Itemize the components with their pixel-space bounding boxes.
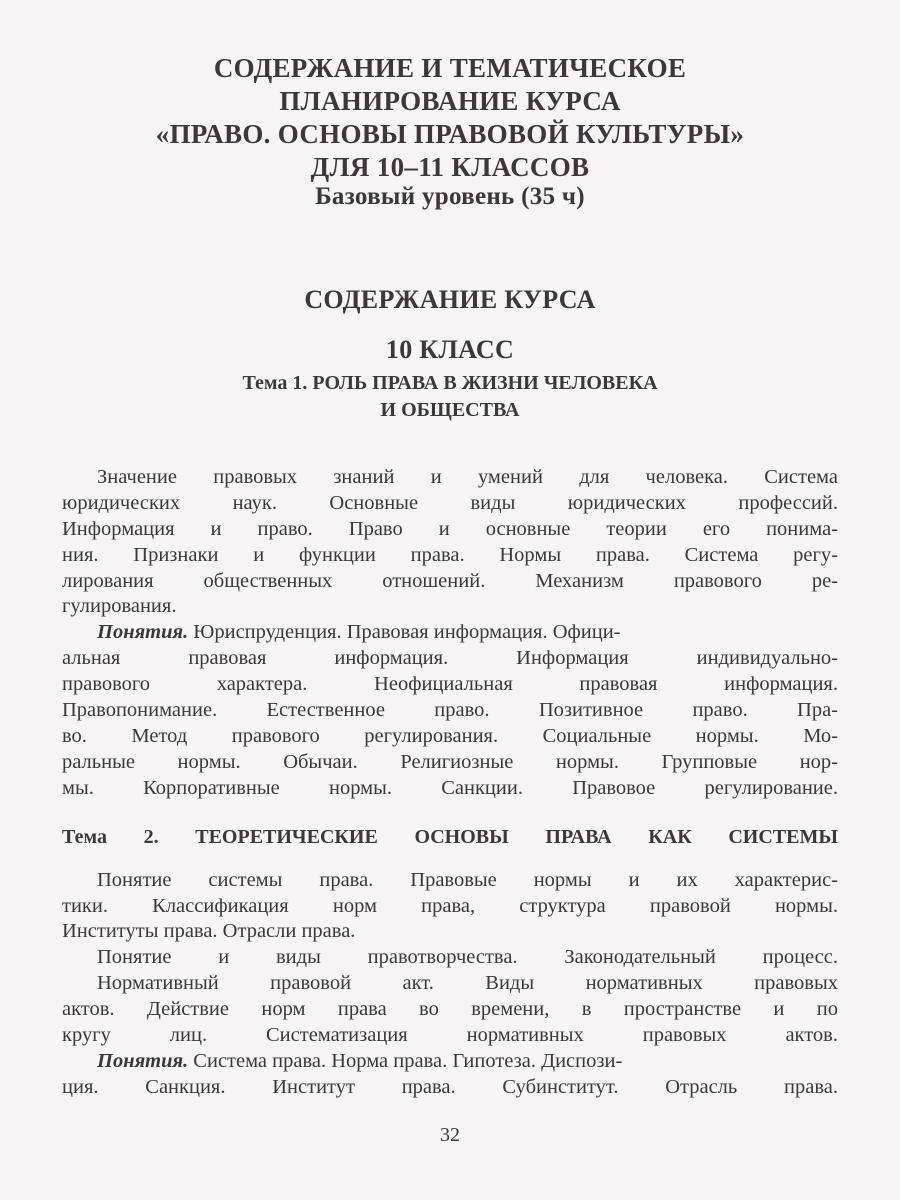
text-line: гулирования. (62, 595, 177, 617)
text-line: тики. Классификация норм права, структура правовой нормы. (62, 895, 838, 917)
text-line: во. Метод правового регулирования. Социальные нормы. Мо- (62, 725, 838, 747)
topic1-heading: Тема 1. РОЛЬ ПРАВА В ЖИЗНИ ЧЕЛОВЕКА (242, 372, 658, 394)
text-line: Информация и право. Право и основные теории его понима- (62, 518, 838, 540)
concepts-label: Понятия. (97, 1050, 189, 1072)
text-line: ния. Признаки и функции права. Нормы права. Система регу- (62, 544, 838, 566)
title-line: СОДЕРЖАНИЕ И ТЕМАТИЧЕСКОЕ (213, 53, 687, 83)
topic2-heading: Тема 2. ТЕОРЕТИЧЕСКИЕ ОСНОВЫ ПРАВА КАК СИСТЕМЫ (62, 826, 838, 848)
text-line: мы. Корпоративные нормы. Санкции. Правовое регулирование. (62, 777, 838, 799)
title-line: «ПРАВО. ОСНОВЫ ПРАВОВОЙ КУЛЬТУРЫ» (155, 119, 745, 149)
title-line: ДЛЯ 10–11 КЛАССОВ (310, 152, 590, 182)
text-line: ция. Санкция. Институт права. Субинститут. Отрасль права. (62, 1076, 838, 1098)
topic1-heading: И ОБЩЕСТВА (380, 399, 520, 421)
text-line-content: Юриспруденция. Правовая информация. Офици- (188, 621, 621, 643)
page-number: 32 (440, 1124, 460, 1146)
grade-heading: 10 КЛАСС (385, 335, 515, 364)
text-line: ральные нормы. Обычаи. Религиозные нормы. Групповые нор- (62, 751, 838, 773)
text-line-content: Система права. Норма права. Гипотеза. Диспози- (188, 1050, 623, 1072)
text-line: альная правовая информация. Информация индивидуально- (62, 647, 838, 669)
title-line: ПЛАНИРОВАНИЕ КУРСА (279, 86, 621, 116)
title-subtitle: Базовый уровень (35 ч) (315, 183, 585, 210)
section-heading: СОДЕРЖАНИЕ КУРСА (304, 285, 596, 314)
concepts-label: Понятия. (97, 621, 189, 643)
text-line: Нормативный правовой акт. Виды нормативных правовых (97, 972, 838, 994)
text-line: Понятие и виды правотворчества. Законодательный процесс. (97, 946, 838, 968)
text-line: лирования общественных отношений. Механизм правового ре- (62, 570, 838, 592)
text-line (97, 619, 838, 645)
text-line: правового характера. Неофициальная правовая информация. (62, 673, 838, 695)
text-line: актов. Действие норм права во времени, в пространстве и по (62, 998, 838, 1020)
text-line: Правопонимание. Естественное право. Позитивное право. Пра- (62, 699, 838, 721)
text-line: юридических наук. Основные виды юридических профессий. (62, 492, 838, 514)
text-line: Значение правовых знаний и умений для человека. Система (97, 466, 838, 488)
text-line: Понятие системы права. Правовые нормы и их характерис- (97, 869, 838, 891)
text-line: кругу лиц. Систематизация нормативных правовых актов. (62, 1024, 838, 1046)
text-line (97, 1048, 838, 1074)
text-line: Институты права. Отрасли права. (62, 920, 356, 942)
